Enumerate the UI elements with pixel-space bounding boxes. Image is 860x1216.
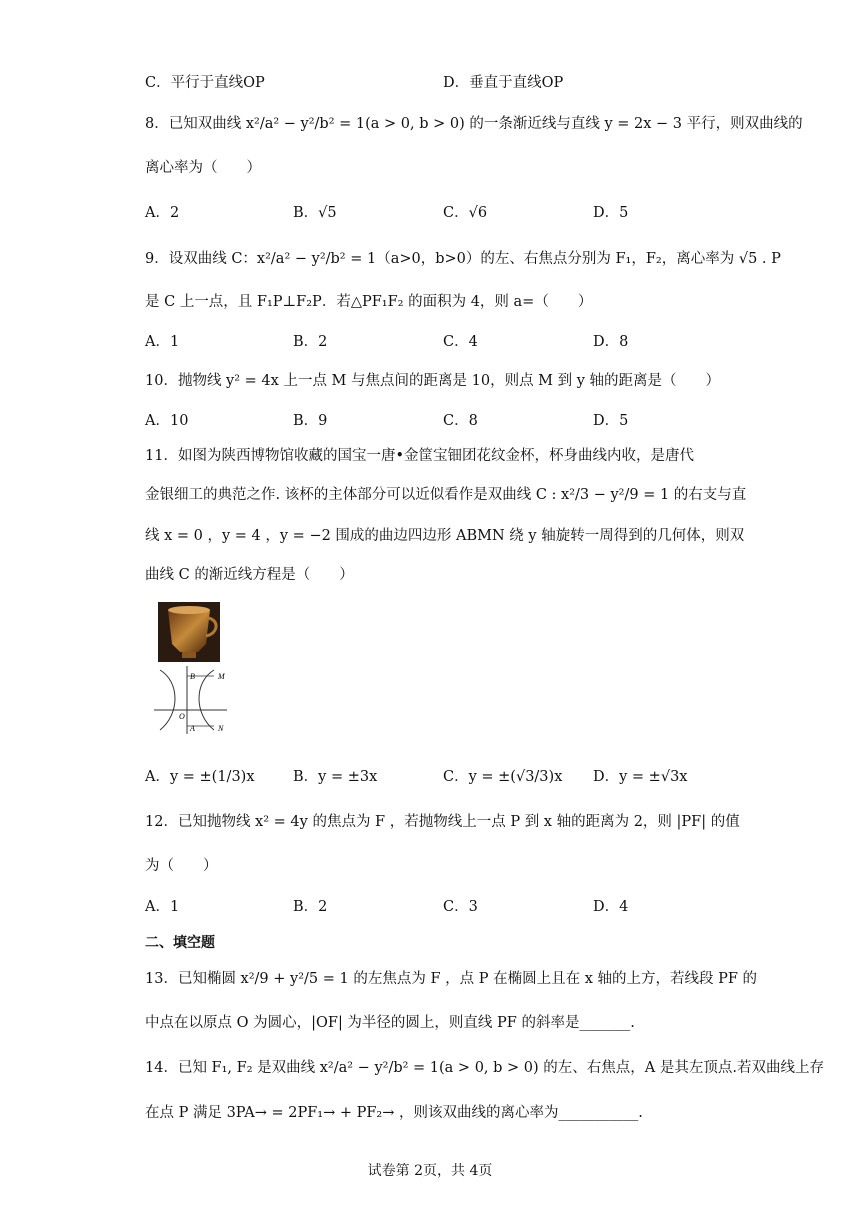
- text-line: C．y = ±(√3/3)x: [443, 769, 563, 785]
- text-line: C．平行于直线OP: [145, 75, 265, 91]
- text-line: C．8: [443, 413, 478, 429]
- text-line: A．10: [145, 413, 189, 429]
- text-line: 为（ ）: [145, 858, 218, 874]
- label-o: O: [179, 712, 185, 721]
- text-line: D．垂直于直线OP: [443, 75, 564, 91]
- text-line: B．y = ±3x: [293, 769, 378, 785]
- text-line: 13．已知椭圆 x²/9 + y²/5 = 1 的左焦点为 F ，点 P 在椭圆上且在 x 轴的上方，若线段 PF 的: [145, 971, 758, 987]
- text-line: 10．抛物线 y² = 4x 上一点 M 与焦点间的距离是 10，则点 M 到 y 轴的距离是（ ）: [145, 373, 721, 389]
- label-n: N: [218, 724, 224, 733]
- text-line: 线 x = 0 ，y = 4 ，y = −2 围成的曲边四边形 ABMN 绕 y 轴旋转一周得到的几何体，则双: [145, 528, 745, 544]
- left-curve: [160, 670, 175, 730]
- text-line: D．8: [593, 334, 629, 350]
- text-line: 曲线 C 的渐近线方程是（ ）: [145, 567, 354, 583]
- text-line: B．2: [293, 899, 328, 915]
- text-line: D．5: [593, 413, 629, 429]
- cup-figure: [152, 600, 242, 740]
- text-line: 是 C 上一点，且 F₁P⊥F₂P．若△PF₁F₂ 的面积为 4，则 a=（ ）: [145, 294, 593, 310]
- text-line: B．2: [293, 334, 328, 350]
- text-line: D．5: [593, 205, 629, 221]
- text-line: B．√5: [293, 205, 337, 221]
- text-line: C．4: [443, 334, 478, 350]
- text-line: C．√6: [443, 205, 488, 221]
- text-line: A．1: [145, 899, 180, 915]
- text-line: 在点 P 满足 3PA→ = 2PF₁→ + PF₂→ ，则该双曲线的离心率为___________.: [145, 1105, 643, 1121]
- text-line: 金银细工的典范之作. 该杯的主体部分可以近似看作是双曲线 C : x²/3 − y²/9 = 1 的右支与直: [145, 487, 747, 503]
- section-title: 二、填空题: [145, 935, 215, 951]
- page-footer: 试卷第 2页，共 4页: [367, 1163, 493, 1179]
- golden-cup-illustration: [152, 600, 242, 740]
- text-line: A．y = ±(1/3)x: [145, 769, 255, 785]
- text-line: C．3: [443, 899, 478, 915]
- label-a: A: [190, 724, 195, 733]
- text-line: 中点在以原点 O 为圆心，|OF| 为半径的圆上，则直线 PF 的斜率是_______.: [145, 1015, 635, 1031]
- text-line: 离心率为（ ）: [145, 160, 261, 176]
- right-curve: [199, 670, 214, 730]
- text-line: 8．已知双曲线 x²/a² − y²/b² = 1(a > 0, b > 0) 的一条渐近线与直线 y = 2x − 3 平行，则双曲线的: [145, 116, 803, 132]
- label-b: B: [190, 672, 195, 681]
- text-line: 14．已知 F₁, F₂ 是双曲线 x²/a² − y²/b² = 1(a > 0, b > 0) 的左、右焦点，A 是其左顶点.若双曲线上存: [145, 1060, 824, 1076]
- text-line: D．y = ±√3x: [593, 769, 688, 785]
- label-m: M: [218, 672, 225, 681]
- text-line: B．9: [293, 413, 328, 429]
- cup-body: [168, 610, 210, 652]
- text-line: D．4: [593, 899, 629, 915]
- text-line: 9．设双曲线 C：x²/a² − y²/b² = 1（a>0，b>0）的左、右焦点分别为 F₁，F₂，离心率为 √5 . P: [145, 251, 781, 267]
- text-line: 11．如图为陕西博物馆收藏的国宝一唐•金筐宝钿团花纹金杯，杯身曲线内收，是唐代: [145, 448, 695, 464]
- text-line: 12．已知抛物线 x² = 4y 的焦点为 F ，若抛物线上一点 P 到 x 轴的距离为 2，则 |PF| 的值: [145, 814, 740, 830]
- text-line: A．2: [145, 205, 180, 221]
- text-line: A．1: [145, 334, 180, 350]
